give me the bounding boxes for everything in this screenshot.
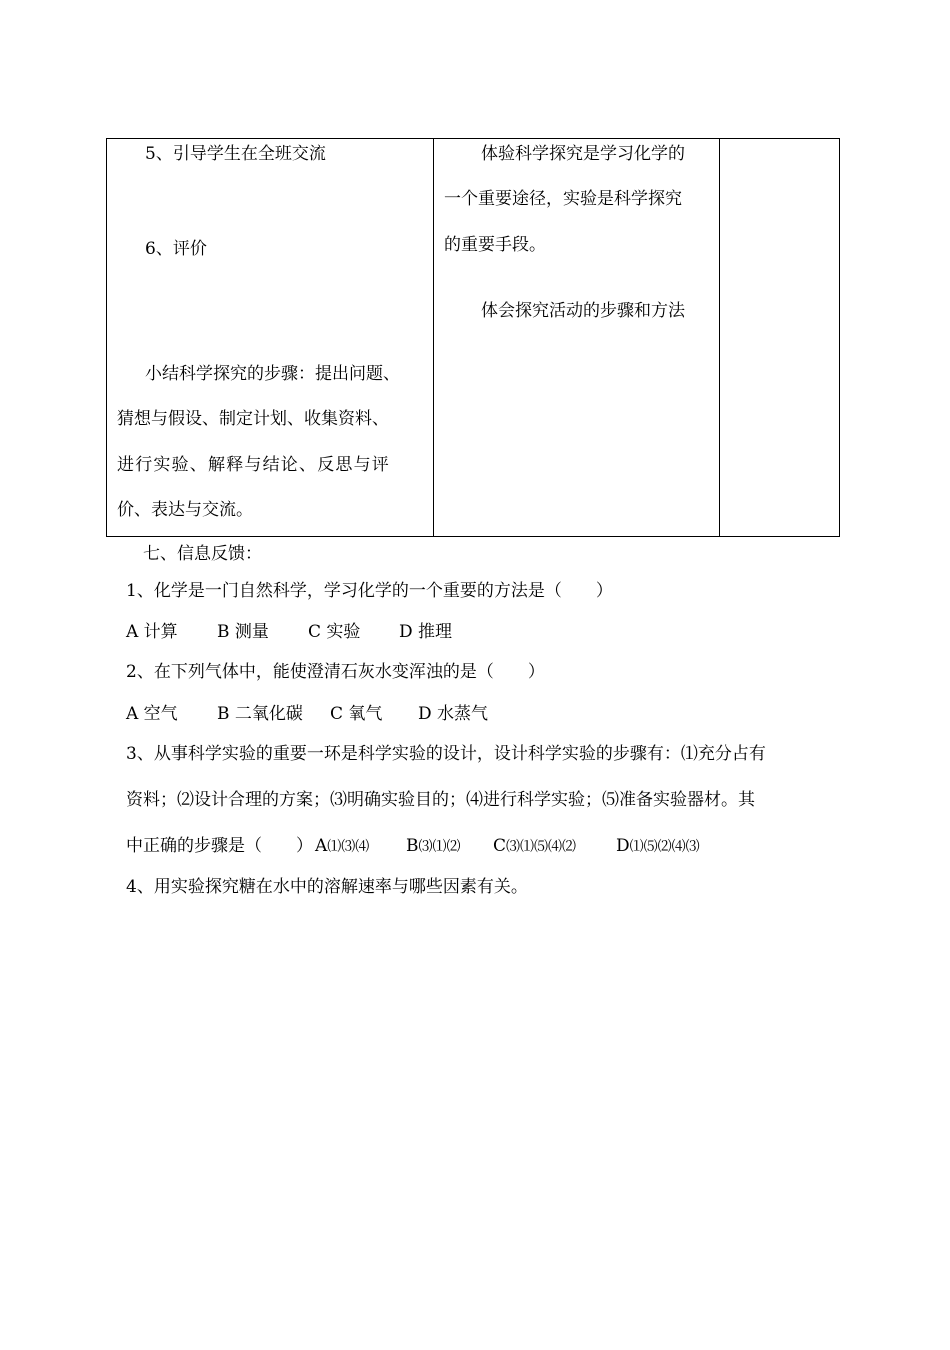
question-3-option [315,838,369,855]
option-sequence: ⑴⑸⑵⑷⑶ [629,839,700,855]
summary-line: 价、表达与交流。 [117,500,253,520]
step-6-text: 6、评价 [145,239,207,259]
question-3-stem: 中正确的步骤是（ ） [126,836,313,856]
question-3-line: 3、从事科学实验的重要一环是科学实验的设计，设计科学实验的步骤有：⑴充分占有 [126,744,766,764]
step-5-text: 5、引导学生在全班交流 [145,144,326,164]
question-3-option [493,838,576,855]
question-2-option: C 氧气 [330,704,383,724]
question-2-option: B 二氧化碳 [217,704,303,724]
feedback-heading: 七、信息反馈： [143,544,262,564]
purpose-line: 体验科学探究是学习化学的 [481,144,685,164]
question-3-option [616,838,700,855]
option-sequence: ⑴⑶⑷ [327,839,370,855]
column-divider [719,139,720,536]
option-sequence: ⑶⑴⑸⑷⑵ [506,839,577,855]
question-2: 2、在下列气体中，能使澄清石灰水变浑浊的是（ ） [126,662,545,682]
question-1-option: A 计算 [126,622,178,642]
question-1: 1、化学是一门自然科学，学习化学的一个重要的方法是（ ） [126,581,613,601]
question-1-option: B 测量 [217,622,269,642]
option-letter: C [493,836,507,856]
summary-line: 猜想与假设、制定计划、收集资料、 [117,409,389,429]
purpose-line: 体会探究活动的步骤和方法 [481,301,685,321]
question-1-option: D 推理 [399,622,453,642]
purpose-line: 一个重要途径，实验是科学探究 [444,189,682,209]
question-3-line: 资料；⑵设计合理的方案；⑶明确实验目的；⑷进行科学实验；⑸准备实验器材。其 [126,790,755,810]
question-2-option: D 水蒸气 [418,704,489,724]
lesson-table [106,138,840,537]
summary-line: 进行实验、解释与结论、反思与评 [117,455,390,475]
question-2-option: A 空气 [126,704,178,724]
question-3-option [406,838,461,855]
column-divider [433,139,434,536]
option-letter: D [616,836,630,856]
option-sequence: ⑶⑴⑵ [418,839,461,855]
option-letter: B [406,836,419,856]
option-letter: A [315,836,328,856]
question-1-option: C 实验 [308,622,361,642]
summary-line: 小结科学探究的步骤：提出问题、 [145,364,400,384]
question-4: 4、用实验探究糖在水中的溶解速率与哪些因素有关。 [126,877,528,897]
purpose-line: 的重要手段。 [444,235,546,255]
